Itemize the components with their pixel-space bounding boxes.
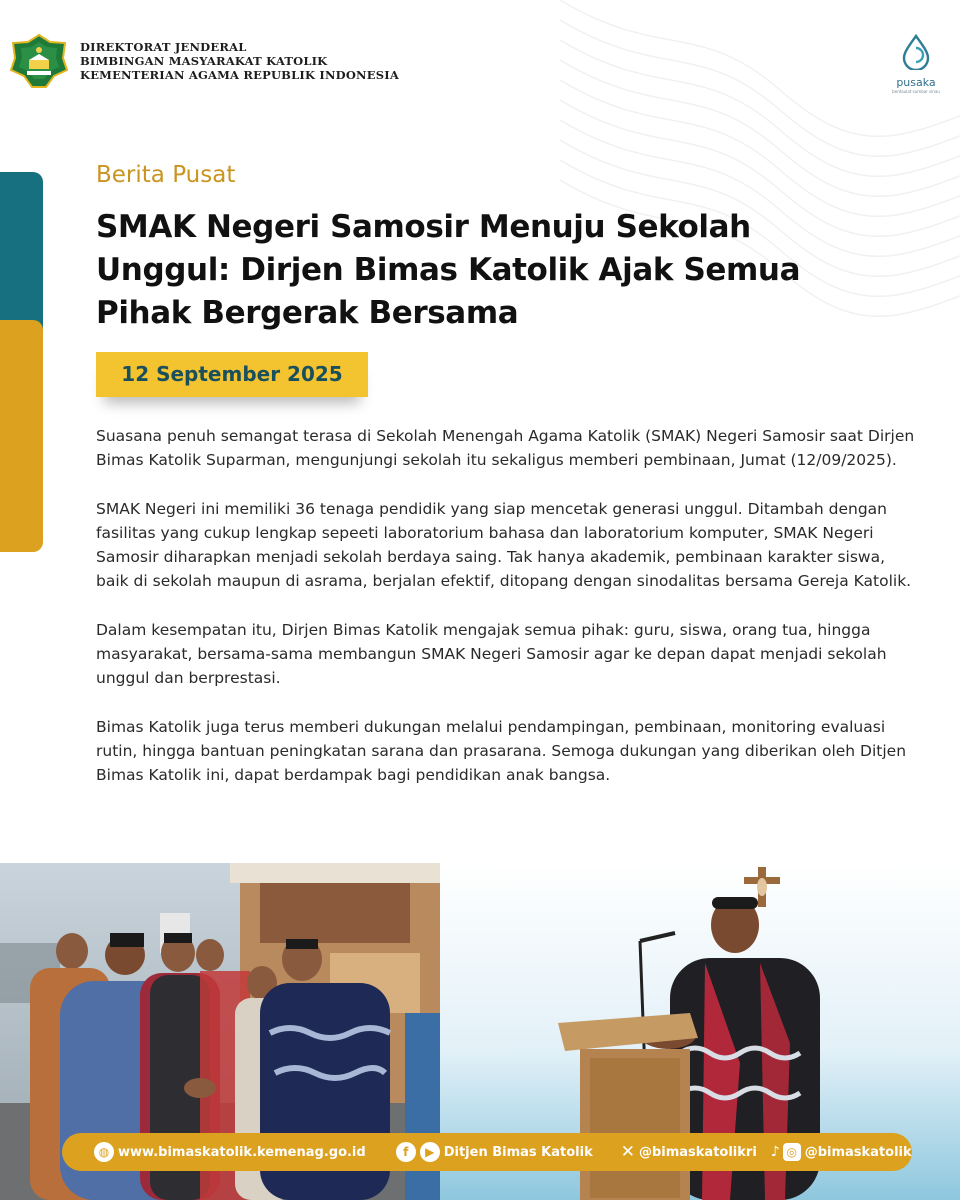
side-accent-teal: [0, 172, 43, 332]
kemenag-logo: [10, 34, 68, 88]
date-badge: 12 September 2025: [96, 352, 368, 397]
article-paragraph: Suasana penuh semangat terasa di Sekolah Menengah Agama Katolik (SMAK) Negeri Samosir saat Dirjen Bimas Katolik Suparman, mengunjungi sekolah itu sekaligus memberi pembinaan, Jumat (12/09/2025).: [96, 427, 915, 469]
article-category: Berita Pusat: [96, 162, 236, 188]
globe-icon: ◍: [94, 1142, 114, 1162]
article-paragraph: Bimas Katolik juga terus memberi dukungan melalui pendampingan, pembinaan, monitoring evaluasi rutin, hingga bantuan peningkatan sarana dan prasarana. Semoga dukungan yang diberikan oleh Ditjen Bimas Katolik ini, dapat berdampak bagi pendidikan anak bangsa.: [96, 718, 907, 784]
footer-tiktok-instagram[interactable]: [771, 1143, 912, 1161]
website-text: www.bimaskatolik.kemenag.go.id: [118, 1144, 366, 1160]
footer-x[interactable]: [621, 1142, 757, 1162]
ministry-header: [10, 34, 399, 88]
pusaka-name: pusaka: [896, 76, 936, 89]
article-body: [96, 424, 916, 812]
article-paragraph: Dalam kesempatan itu, Dirjen Bimas Katolik mengajak semua pihak: guru, siswa, orang tua, hingga masyarakat, bersama-sama membangun SMAK Negeri Samosir agar ke depan dapat menjadi sekolah unggul dan berprestasi.: [96, 621, 887, 687]
header-line-2: BIMBINGAN MASYARAKAT KATOLIK: [80, 54, 328, 68]
article-paragraph: SMAK Negeri ini memiliki 36 tenaga pendidik yang siap mencetak generasi unggul. Ditambah dengan fasilitas yang cukup lengkap sepeeti laboratorium bahasa dan laboratorium komputer, SMAK Negeri Samosir diharapkan menjadi sekolah berdaya saing. Tak hanya akademik, pembinaan karakter siswa, baik di sekolah maupun di asrama, berjalan efektif, ditopang dengan sinodalitas bersama Gereja Katolik.: [96, 500, 912, 590]
footer-facebook-youtube[interactable]: [396, 1142, 593, 1162]
x-handle-text: @bimaskatolikri: [638, 1144, 757, 1160]
article-title: [96, 206, 856, 335]
footer-social-bar: [62, 1133, 912, 1171]
title-line: Unggul: Dirjen Bimas Katolik Ajak Semua: [96, 252, 801, 288]
youtube-icon: ▶: [420, 1142, 440, 1162]
header-line-3: KEMENTERIAN AGAMA REPUBLIK INDONESIA: [80, 68, 399, 82]
pusaka-tagline: berdaulat sumbar sinau: [892, 89, 940, 94]
header-line-1: DIREKTORAT JENDERAL: [80, 40, 247, 54]
x-icon: ✕: [620, 1142, 635, 1162]
title-line: Pihak Bergerak Bersama: [96, 295, 519, 331]
facebook-youtube-text: Ditjen Bimas Katolik: [443, 1144, 593, 1160]
title-line: SMAK Negeri Samosir Menuju Sekolah: [96, 209, 751, 245]
side-accent-gold: [0, 320, 43, 552]
tiktok-icon: ♪: [770, 1144, 780, 1160]
droplet-icon: [901, 34, 931, 70]
facebook-icon: f: [396, 1142, 416, 1162]
instagram-icon: ◎: [783, 1143, 801, 1161]
tiktok-instagram-text: @bimaskatolik: [804, 1144, 912, 1160]
footer-website[interactable]: [94, 1142, 366, 1162]
pusaka-logo: [890, 34, 942, 94]
